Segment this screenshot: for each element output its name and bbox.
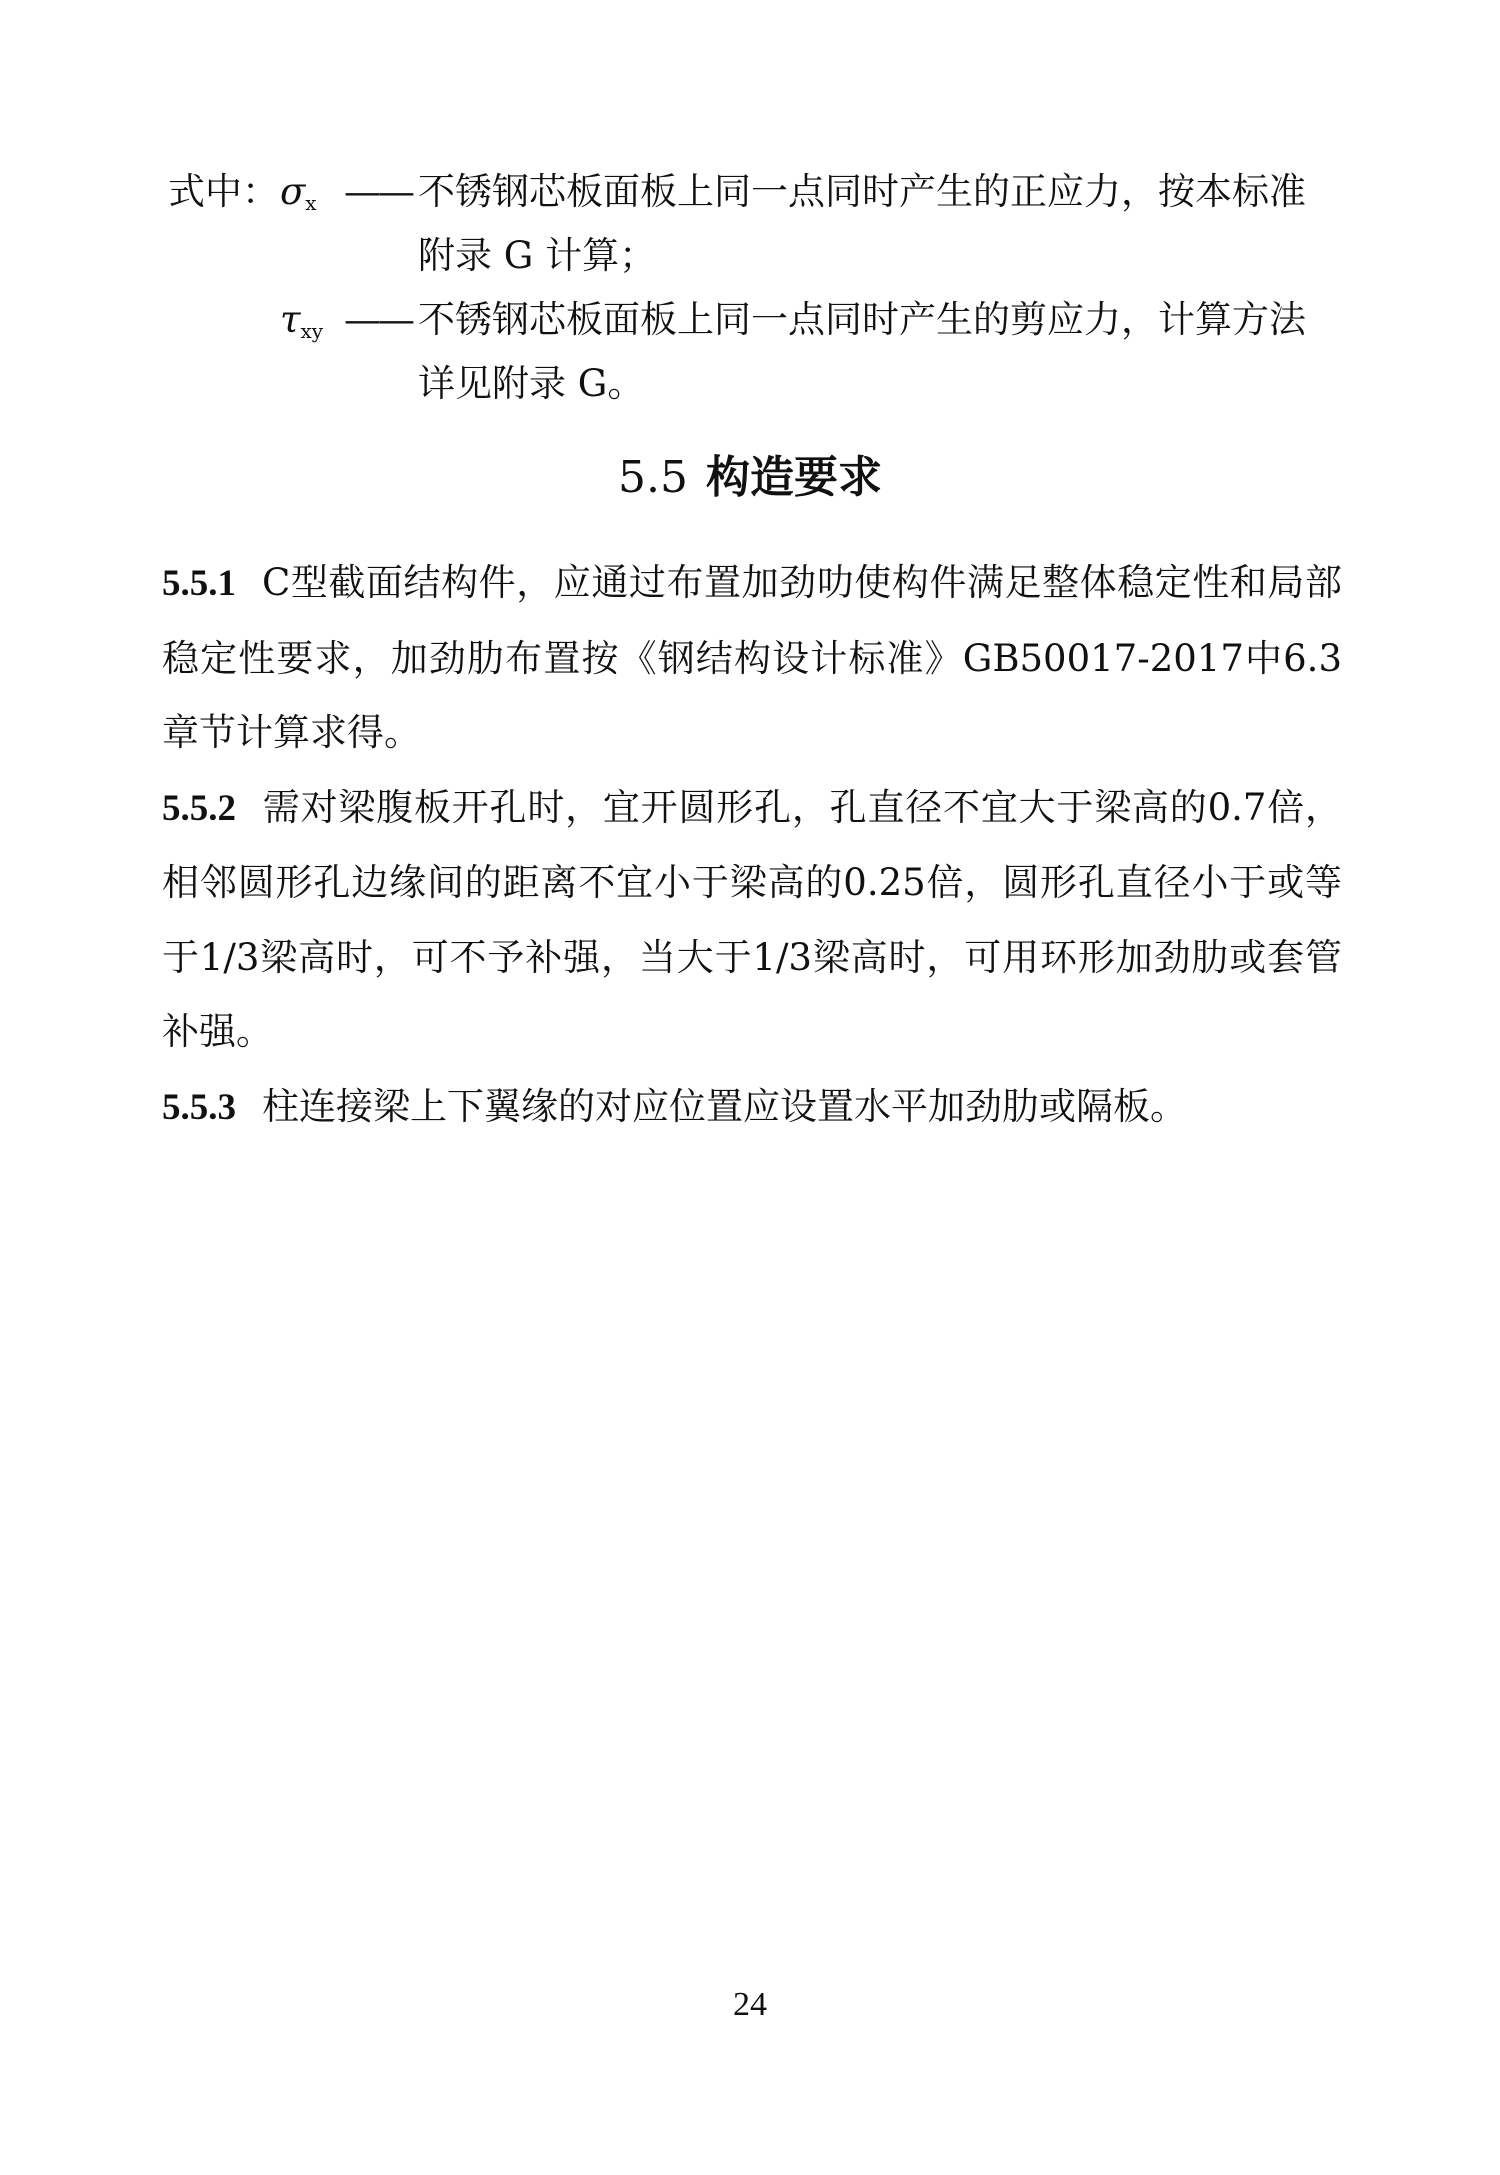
symbol-subscript: x <box>305 191 317 215</box>
definition-lead: 式中： <box>168 170 279 213</box>
clause-5-5-3 <box>162 1070 1342 1146</box>
clause-list <box>162 546 1342 1145</box>
clause-5-5-1 <box>162 546 1342 771</box>
definition-tau-xy <box>168 288 1348 416</box>
clause-text: 柱连接梁上下翼缘的对应位置应设置水平加劲肋或隔板。 <box>262 1084 1187 1128</box>
definition-text: 不锈钢芯板面板上同一点同时产生的剪应力，计算方法详见附录 G。 <box>418 298 1306 405</box>
clause-text: C型截面结构件，应通过布置加劲叻使构件满足整体稳定性和局部稳定性要求，加劲肋布置按《钢结构设计标准》GB50017-2017中6.3章节计算求得。 <box>162 561 1342 754</box>
clause-number: 5.5.1 <box>162 563 236 604</box>
section-heading <box>0 448 1500 508</box>
symbol-definitions <box>168 160 1348 416</box>
definition-sigma-x <box>168 160 1348 288</box>
symbol-subscript: xy <box>300 319 324 343</box>
symbol-sigma: $\sigma_x$ <box>280 170 317 215</box>
clause-number: 5.5.3 <box>162 1086 236 1128</box>
clause-number: 5.5.2 <box>162 787 236 829</box>
section-number: 5.5 <box>618 452 688 503</box>
definition-dash: —— <box>344 298 412 341</box>
section-title: 构造要求 <box>705 452 882 503</box>
definition-text: 不锈钢芯板面板上同一点同时产生的正应力，按本标准附录 G 计算； <box>418 170 1306 277</box>
symbol-tau: $\tau_{xy}$ <box>280 298 324 343</box>
page-number: 24 <box>733 1986 767 2023</box>
definition-dash: —— <box>344 170 412 213</box>
clause-5-5-2 <box>162 771 1342 1070</box>
clause-text: 需对梁腹板开孔时，宜开圆形孔，孔直径不宜大于梁高的0.7倍，相邻圆形孔边缘间的距离不宜小于梁高的0.25倍，圆形孔直径小于或等于1/3梁高时，可不予补强，当大于1/3梁高时，可用环形加劲肋或套管补强。 <box>162 785 1342 1053</box>
